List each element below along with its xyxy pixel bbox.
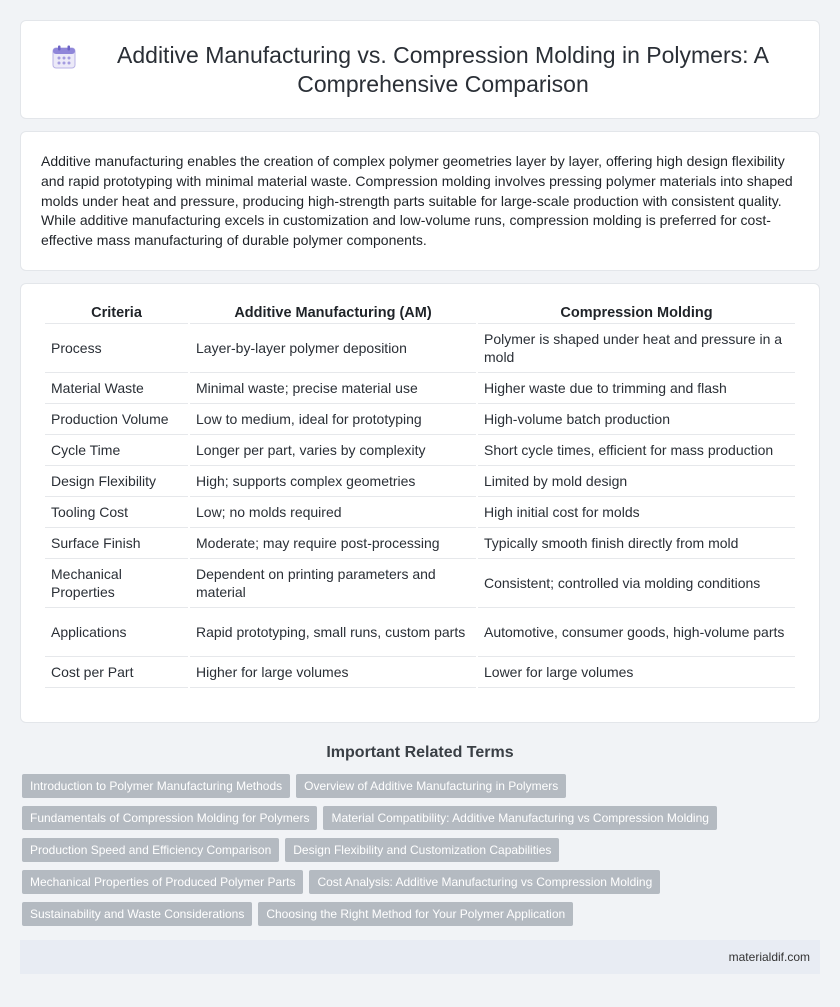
intro-card xyxy=(20,131,820,271)
table-row xyxy=(45,373,795,404)
page-title: Additive Manufacturing vs. Compression Molding in Polymers: A Comprehensive Comparison xyxy=(117,41,769,97)
cell-criteria: Surface Finish xyxy=(45,528,188,559)
related-terms-list xyxy=(0,774,840,934)
comparison-table xyxy=(43,298,797,688)
table-row xyxy=(45,528,795,559)
cell-criteria: Cycle Time xyxy=(45,435,188,466)
footer xyxy=(20,940,820,974)
table-row xyxy=(45,324,795,373)
cell-cm: Higher waste due to trimming and flash xyxy=(478,373,795,404)
cell-criteria: Mechanical Properties xyxy=(45,559,188,608)
related-term-tag[interactable]: Production Speed and Efficiency Comparison xyxy=(22,838,279,862)
cell-criteria: Process xyxy=(45,324,188,373)
table-row xyxy=(45,404,795,435)
related-term-tag[interactable]: Sustainability and Waste Considerations xyxy=(22,902,252,926)
intro-paragraph: Additive manufacturing enables the creation of complex polymer geometries layer by layer, offering high design flexibility and rapid prototyping with minimal material waste. Compression molding involves pressing polymer materials into shaped molds under heat and pressure, producing high-strength parts suitable for large-scale production with consistent quality. While additive manufacturing excels in customization and low-volume runs, compression molding is preferred for cost-effective mass manufacturing of durable polymer components. xyxy=(41,153,793,249)
cell-cm: High-volume batch production xyxy=(478,404,795,435)
table-row xyxy=(45,608,795,657)
cell-am: Low; no molds required xyxy=(190,497,476,528)
cell-cm: Consistent; controlled via molding conditions xyxy=(478,559,795,608)
header-additive-manufacturing: Additive Manufacturing (AM) xyxy=(190,298,476,324)
cell-criteria: Cost per Part xyxy=(45,657,188,688)
related-terms-title: Important Related Terms xyxy=(326,744,514,761)
related-term-tag[interactable]: Design Flexibility and Customization Capabilities xyxy=(285,838,559,862)
cell-criteria: Tooling Cost xyxy=(45,497,188,528)
table-row xyxy=(45,657,795,688)
cell-am: Minimal waste; precise material use xyxy=(190,373,476,404)
comparison-table-card xyxy=(20,283,820,723)
cell-am: Longer per part, varies by complexity xyxy=(190,435,476,466)
related-term-tag[interactable]: Overview of Additive Manufacturing in Polymers xyxy=(296,774,566,798)
cell-criteria: Applications xyxy=(45,608,188,657)
cell-am: Higher for large volumes xyxy=(190,657,476,688)
table-row xyxy=(45,466,795,497)
cell-cm: Polymer is shaped under heat and pressure in a mold xyxy=(478,324,795,373)
table-row xyxy=(45,559,795,608)
header-card xyxy=(20,20,820,119)
table-header-row xyxy=(45,298,795,324)
table-row xyxy=(45,435,795,466)
cell-criteria: Material Waste xyxy=(45,373,188,404)
footer-site-link[interactable]: materialdif.com xyxy=(728,950,810,964)
related-term-tag[interactable]: Material Compatibility: Additive Manufacturing vs Compression Molding xyxy=(323,806,717,830)
header-inner xyxy=(51,41,789,99)
table-row xyxy=(45,497,795,528)
cell-cm: Limited by mold design xyxy=(478,466,795,497)
cell-criteria: Design Flexibility xyxy=(45,466,188,497)
header-compression-molding: Compression Molding xyxy=(478,298,795,324)
related-term-tag[interactable]: Cost Analysis: Additive Manufacturing vs Compression Molding xyxy=(309,870,660,894)
cell-am: Dependent on printing parameters and material xyxy=(190,559,476,608)
cell-cm: Lower for large volumes xyxy=(478,657,795,688)
related-term-tag[interactable]: Mechanical Properties of Produced Polymer Parts xyxy=(22,870,303,894)
cell-am: Low to medium, ideal for prototyping xyxy=(190,404,476,435)
cell-am: High; supports complex geometries xyxy=(190,466,476,497)
cell-cm: High initial cost for molds xyxy=(478,497,795,528)
cell-am: Rapid prototyping, small runs, custom parts xyxy=(190,608,476,657)
related-term-tag[interactable]: Fundamentals of Compression Molding for Polymers xyxy=(22,806,317,830)
calendar-icon xyxy=(51,44,77,70)
cell-am: Moderate; may require post-processing xyxy=(190,528,476,559)
related-term-tag[interactable]: Choosing the Right Method for Your Polymer Application xyxy=(258,902,573,926)
related-term-tag[interactable]: Introduction to Polymer Manufacturing Methods xyxy=(22,774,290,798)
cell-cm: Automotive, consumer goods, high-volume parts xyxy=(478,608,795,657)
cell-am: Layer-by-layer polymer deposition xyxy=(190,324,476,373)
cell-cm: Short cycle times, efficient for mass production xyxy=(478,435,795,466)
header-criteria: Criteria xyxy=(45,298,188,324)
cell-cm: Typically smooth finish directly from mold xyxy=(478,528,795,559)
cell-criteria: Production Volume xyxy=(45,404,188,435)
